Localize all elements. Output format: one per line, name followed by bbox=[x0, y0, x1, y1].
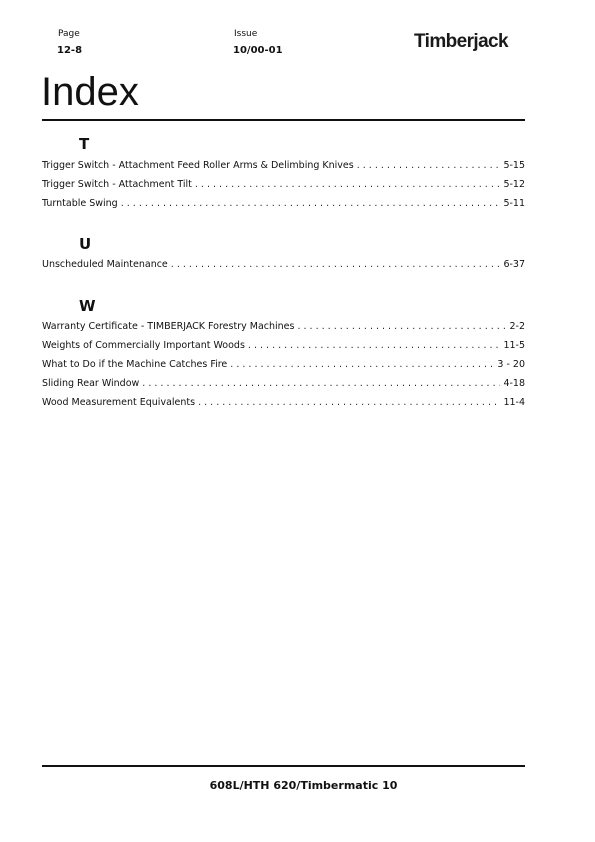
index-entry[interactable] bbox=[42, 359, 525, 378]
section-letter: U bbox=[79, 235, 92, 253]
dot-leader bbox=[297, 321, 506, 332]
section-letter: T bbox=[79, 135, 90, 153]
entry-page-ref: 11-5 bbox=[503, 340, 525, 351]
index-entry[interactable] bbox=[42, 198, 525, 217]
entry-page-ref: 5-12 bbox=[503, 179, 525, 190]
footer-model: 608L/HTH 620/Timbermatic 10 bbox=[209, 779, 398, 792]
index-entry[interactable] bbox=[42, 397, 525, 416]
index-entry[interactable] bbox=[42, 378, 525, 397]
entry-page-ref: 3 - 20 bbox=[497, 359, 525, 370]
dot-leader bbox=[248, 340, 501, 351]
timberjack-logo: Timberjack bbox=[414, 31, 508, 52]
page-number: 12-8 bbox=[57, 45, 83, 56]
entry-list bbox=[42, 259, 525, 278]
entry-title: Sliding Rear Window bbox=[42, 378, 140, 389]
index-entry[interactable] bbox=[42, 321, 525, 340]
dot-leader bbox=[357, 160, 501, 171]
title-divider bbox=[42, 119, 525, 121]
entry-page-ref: 11-4 bbox=[503, 397, 525, 408]
entry-page-ref: 2-2 bbox=[509, 321, 525, 332]
dot-leader bbox=[142, 378, 500, 389]
entry-page-ref: 4-18 bbox=[503, 378, 525, 389]
dot-leader bbox=[195, 179, 501, 190]
entry-title: Unscheduled Maintenance bbox=[42, 259, 168, 270]
dot-leader bbox=[171, 259, 501, 270]
index-entry[interactable] bbox=[42, 179, 525, 198]
issue-label: Issue bbox=[234, 29, 258, 39]
dot-leader bbox=[121, 198, 501, 209]
index-entry[interactable] bbox=[42, 259, 525, 278]
page-title: Index bbox=[41, 70, 139, 114]
entry-page-ref: 5-15 bbox=[503, 160, 525, 171]
section-letter: W bbox=[79, 297, 96, 315]
entry-title: Trigger Switch - Attachment Tilt bbox=[42, 179, 192, 190]
index-entry[interactable] bbox=[42, 340, 525, 359]
entry-title: Weights of Commercially Important Woods bbox=[42, 340, 245, 351]
entry-list bbox=[42, 160, 525, 217]
entry-title: Trigger Switch - Attachment Feed Roller Arms & Delimbing Knives bbox=[42, 160, 354, 171]
entry-title: Warranty Certificate - TIMBERJACK Forestry Machines bbox=[42, 321, 295, 332]
entry-title: Turntable Swing bbox=[42, 198, 118, 209]
entry-title: What to Do if the Machine Catches Fire bbox=[42, 359, 228, 370]
dot-leader bbox=[230, 359, 494, 370]
page-label: Page bbox=[58, 29, 80, 39]
index-entry[interactable] bbox=[42, 160, 525, 179]
footer-divider bbox=[42, 765, 525, 767]
issue-number: 10/00-01 bbox=[233, 45, 283, 56]
entry-page-ref: 5-11 bbox=[503, 198, 525, 209]
entry-list bbox=[42, 321, 525, 416]
entry-page-ref: 6-37 bbox=[503, 259, 525, 270]
dot-leader bbox=[198, 397, 500, 408]
entry-title: Wood Measurement Equivalents bbox=[42, 397, 196, 408]
